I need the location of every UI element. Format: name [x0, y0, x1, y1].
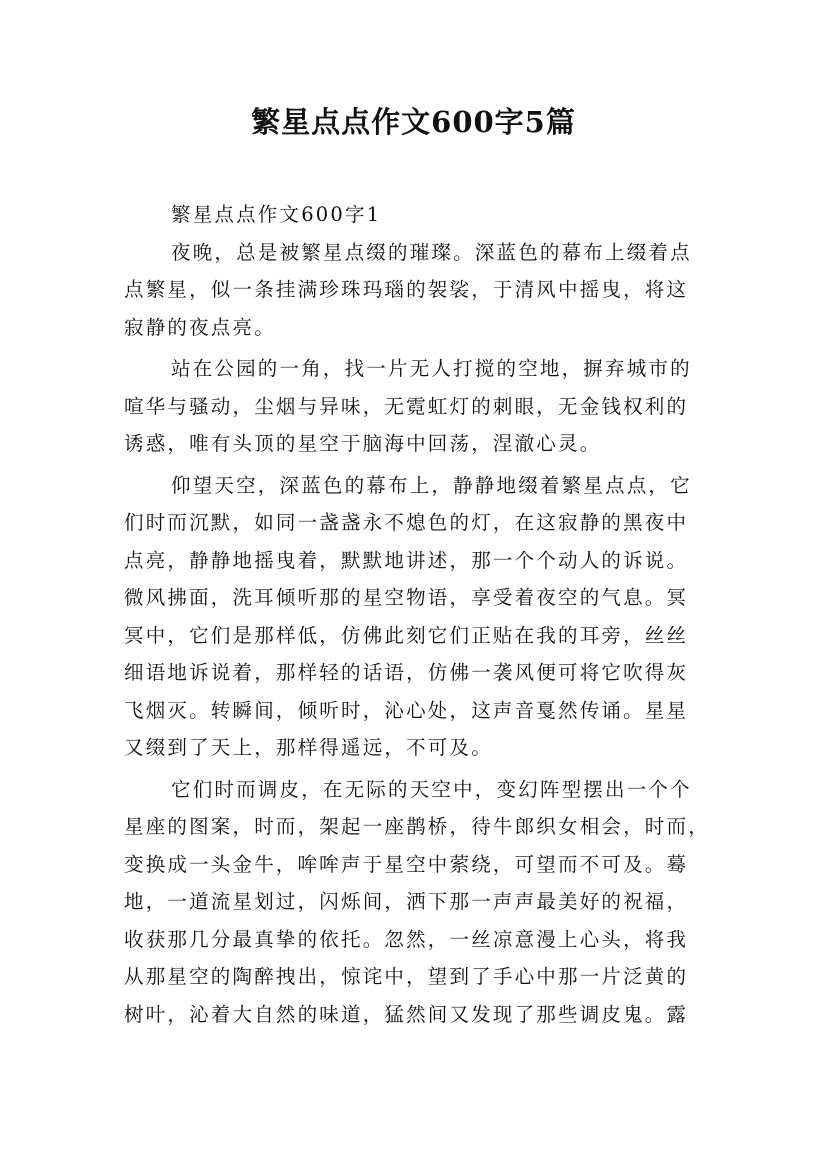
paragraph-4-line-2: 星座的图案，时而，架起一座鹊桥，待牛郎织女相会，时而，	[124, 815, 710, 838]
paragraph-3-line-4: 微风拂面，洗耳倾听那的星空物语，享受着夜空的气息。冥	[124, 586, 689, 609]
paragraph-1-line-2: 点繁星，似一条挂满珍珠玛瑙的袈裟，于清风中摇曳，将这	[124, 278, 689, 301]
paragraph-3-line-5: 冥中，它们是那样低，仿佛此刻它们正贴在我的耳旁，丝丝	[124, 623, 689, 647]
paragraph-4-line-3: 变换成一头金牛，哞哞声于星空中萦绕，可望而不可及。蓦	[124, 852, 689, 876]
paragraph-3-line-2: 们时而沉默，如同一盏盏永不熄色的灯，在这寂静的黑夜中	[124, 511, 689, 534]
paragraph-3-line-7: 飞烟灭。转瞬间，倾听时，沁心处，这声音戛然传诵。星星	[124, 698, 689, 722]
paragraph-3-line-8: 又缀到了天上，那样得遥远，不可及。	[124, 736, 493, 759]
paragraph-4-line-7: 树叶，沁着大自然的味道，猛然间又发现了那些调皮鬼。露	[124, 1002, 689, 1026]
paragraph-4-line-1: 它们时而调皮，在无际的天空中，变幻阵型摆出一个个	[171, 777, 692, 801]
paragraph-4-line-4: 地，一道流星划过，闪烁间，洒下那一声声最美好的祝福，	[124, 890, 689, 913]
paragraph-2-line-2: 喧华与骚动，尘烟与异味，无霓虹灯的刺眼，无金钱权利的	[124, 394, 689, 418]
paragraph-1-line-3: 寂静的夜点亮。	[124, 315, 276, 339]
paragraph-3-line-3: 点亮，静静地摇曳着，默默地讲述，那一个个动人的诉说。	[124, 548, 689, 572]
paragraph-3-line-6: 细语地诉说着，那样轻的话语，仿佛一袭风便可将它吹得灰	[124, 661, 689, 684]
paragraph-2-line-3: 诱惑，唯有头顶的星空于脑海中回荡，涅澈心灵。	[124, 432, 602, 455]
paragraph-1-line-1: 夜晚，总是被繁星点缀的璀璨。深蓝色的幕布上缀着点	[171, 240, 692, 264]
section-heading: 繁星点点作文600字1	[171, 203, 382, 226]
document-title: 繁星点点作文600字5篇	[251, 105, 576, 139]
paragraph-4-line-5: 收获那几分最真挚的依托。忽然，一丝凉意漫上心头，将我	[124, 927, 689, 951]
paragraph-2-line-1: 站在公园的一角，找一片无人打搅的空地，摒弃城市的	[171, 357, 692, 380]
paragraph-4-line-6: 从那星空的陶醉拽出，惊诧中，望到了手心中那一片泛黄的	[124, 965, 689, 988]
paragraph-3-line-1: 仰望天空，深蓝色的幕布上，静静地缀着繁星点点，它	[171, 473, 692, 497]
document-body	[124, 196, 712, 1033]
